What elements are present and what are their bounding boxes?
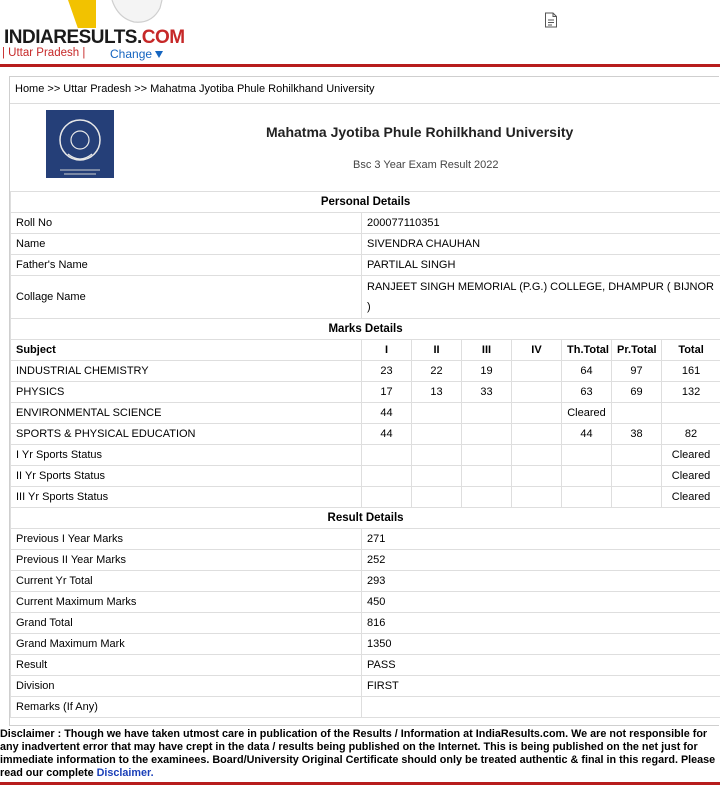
table-row: Current Maximum Marks 450	[11, 592, 720, 613]
personal-details-header: Personal Details	[11, 192, 720, 213]
change-region-link[interactable]: Change	[110, 47, 163, 61]
university-name: Mahatma Jyotiba Phule Rohilkhand University	[266, 124, 574, 140]
university-emblem-icon	[46, 110, 114, 178]
table-row: Grand Maximum Mark 1350	[11, 634, 720, 655]
table-row: Roll No 200077110351	[11, 213, 720, 234]
table-row: Previous II Year Marks 252	[11, 550, 720, 571]
result-table	[10, 191, 720, 718]
table-row: Grand Total 816	[11, 613, 720, 634]
table-row: ENVIRONMENTAL SCIENCE 44 Cleared	[11, 403, 720, 424]
triangle-down-icon	[155, 51, 163, 58]
table-row: Father's Name PARTILAL SINGH	[11, 255, 720, 276]
table-row: INDUSTRIAL CHEMISTRY 23 22 19 64 97 161	[11, 361, 720, 382]
region-label: | Uttar Pradesh |	[2, 47, 86, 59]
result-details-header: Result Details	[11, 508, 720, 529]
disclaimer: Disclaimer : Though we have taken utmost care in publication of the Results / Information at IndiaResults.com. We are not responsible for any inadvertent error that may have crept in the data / results being published on the Internet. This is being published on the net just for immediate information to the examinees. Board/University Original Certificate should only be treated authentic & final in this regard. Please read our complete Disclaimer.	[0, 728, 716, 779]
table-row: Name SIVENDRA CHAUHAN	[11, 234, 720, 255]
india-map-icon	[108, 0, 164, 26]
table-row: III Yr Sports Status Cleared	[11, 487, 720, 508]
marks-details-header: Marks Details	[11, 319, 720, 340]
breadcrumb: Home >> Uttar Pradesh >> Mahatma Jyotiba Phule Rohilkhand University	[15, 83, 375, 95]
site-header	[0, 0, 720, 68]
site-logo[interactable]: INDIARESULTS.COM	[4, 27, 185, 48]
table-row: II Yr Sports Status Cleared	[11, 466, 720, 487]
logo-accent-shape	[68, 0, 96, 28]
university-banner	[10, 103, 720, 186]
table-row: Previous I Year Marks 271	[11, 529, 720, 550]
disclaimer-link[interactable]: Disclaimer.	[96, 767, 154, 779]
table-row: Remarks (If Any)	[11, 697, 720, 718]
table-row: Division FIRST	[11, 676, 720, 697]
result-panel	[9, 76, 719, 726]
exam-title: Bsc 3 Year Exam Result 2022	[353, 159, 499, 171]
marks-column-headers: Subject I II III IV Th.Total Pr.Total Total	[11, 340, 720, 361]
table-row: I Yr Sports Status Cleared	[11, 445, 720, 466]
table-row: Current Yr Total 293	[11, 571, 720, 592]
table-row: Collage Name RANJEET SINGH MEMORIAL (P.G.) COLLEGE, DHAMPUR ( BIJNOR )	[11, 276, 720, 319]
document-icon[interactable]	[544, 12, 558, 28]
header-divider	[0, 64, 720, 67]
table-row: SPORTS & PHYSICAL EDUCATION 44 44 38 82	[11, 424, 720, 445]
table-row: PHYSICS 17 13 33 63 69 132	[11, 382, 720, 403]
footer-divider	[0, 782, 720, 785]
table-row: Result PASS	[11, 655, 720, 676]
university-logo	[46, 110, 114, 178]
